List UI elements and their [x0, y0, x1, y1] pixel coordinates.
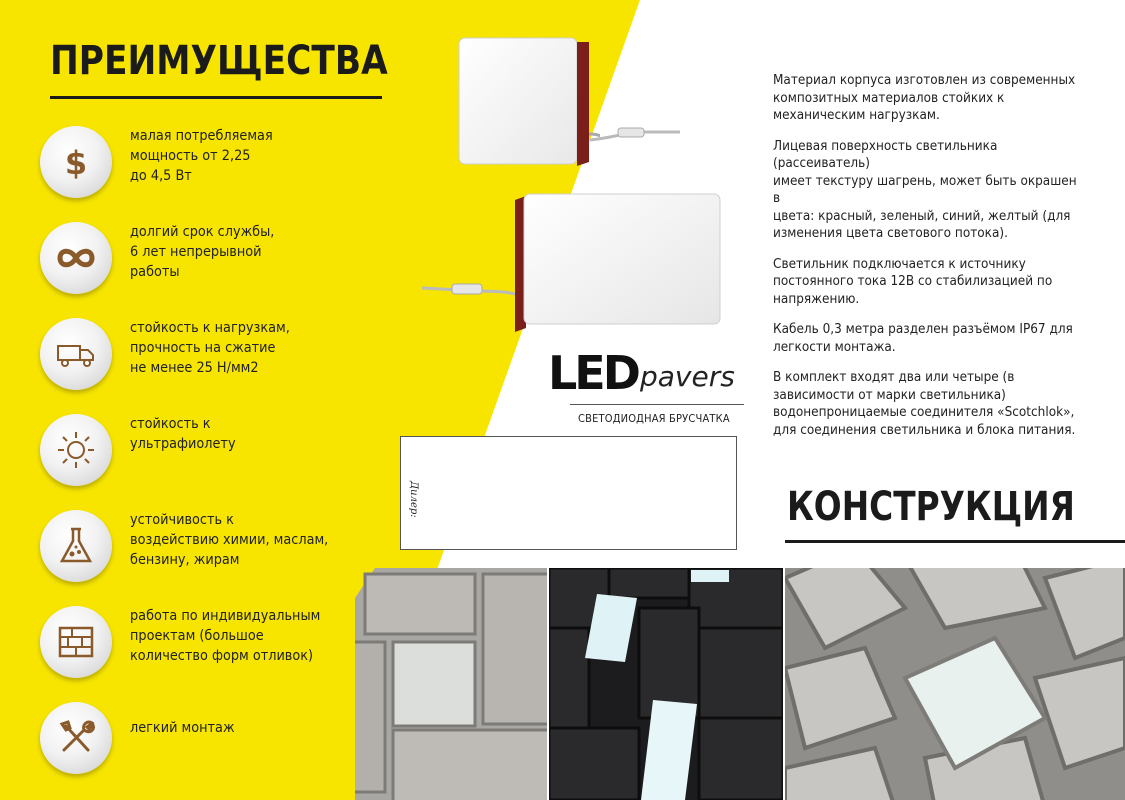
brand-tagline: СВЕТОДИОДНАЯ БРУСЧАТКА [578, 412, 730, 425]
construction-title: КОНСТРУКЦИЯ [787, 484, 1075, 530]
description-paragraph: Светильник подключается к источнику постоянного тока 12В со стабилизацией по напряжению. [773, 256, 1053, 307]
advantage-text: стойкость к нагрузкам, прочность на сжатие не менее 25 Н/мм2 [130, 320, 290, 376]
brand-logo-led: LED [548, 346, 638, 400]
description-text-block [773, 72, 1080, 452]
advantage-icon-circle [40, 510, 112, 582]
flask-icon [56, 526, 96, 566]
advantages-title-underline [50, 96, 382, 99]
advantage-text: работа по индивидуальным проектам (большое количество форм отливок) [130, 608, 321, 664]
advantage-text: малая потребляемая мощность от 2,25 до 4,5 Вт [130, 128, 273, 184]
advantage-item [40, 414, 420, 494]
advantage-icon-circle [40, 606, 112, 678]
advantage-icon-circle [40, 126, 112, 198]
tools-icon [56, 718, 96, 758]
advantage-text: легкий монтаж [130, 720, 235, 736]
paving-photo-closeup [785, 568, 1125, 800]
paving-photo-night [549, 568, 783, 800]
brand-logo-pavers: pavers [640, 360, 735, 393]
advantages-title: ПРЕИМУЩЕСТВА [50, 38, 388, 84]
advantage-icon-circle [40, 318, 112, 390]
advantage-text: устойчивость к воздействию химии, маслам, бензину, жирам [130, 512, 329, 568]
advantage-item [40, 318, 420, 398]
advantage-item [40, 222, 420, 302]
brick-wall-icon [56, 622, 96, 662]
description-paragraph: Материал корпуса изготовлен из современных композитных материалов стойких к механическим нагрузкам. [773, 73, 1076, 123]
advantage-icon-circle [40, 222, 112, 294]
led-paver-rectangular-image [420, 190, 725, 335]
dealer-label: Дилер: [408, 481, 419, 518]
sun-icon [56, 430, 96, 470]
advantage-item [40, 126, 420, 206]
svg-text:$: $ [64, 144, 88, 182]
dealer-stamp-box [400, 436, 737, 550]
truck-icon [56, 334, 96, 374]
advantage-text: долгий срок службы, 6 лет непрерывной работы [130, 224, 275, 280]
infinity-icon [56, 238, 96, 278]
dollar-icon [56, 142, 96, 182]
advantage-text: стойкость к ультрафиолету [130, 416, 236, 452]
description-paragraph: Кабель 0,3 метра разделен разъёмом IP67 для легкости монтажа. [773, 322, 1073, 355]
construction-title-underline [785, 540, 1125, 543]
brand-divider [570, 404, 744, 405]
advantage-icon-circle [40, 414, 112, 486]
paving-photo-daylight [355, 568, 547, 800]
led-paver-square-cable [440, 100, 690, 155]
advantage-icon-circle [40, 702, 112, 774]
description-paragraph: В комплект входят два или четыре (в зависимости от марки светильника) водонепроницаемые соединителя «Scotchlok», для соединения светильника и блока питания. [773, 370, 1076, 438]
description-paragraph: Лицевая поверхность светильника (рассеиватель) имеет текстуру шагрень, может быть окрашен в цвета: красный, зеленый, синий, желтый (для изменения цвета светового потока). [773, 138, 1077, 241]
brand-logo [548, 346, 748, 400]
